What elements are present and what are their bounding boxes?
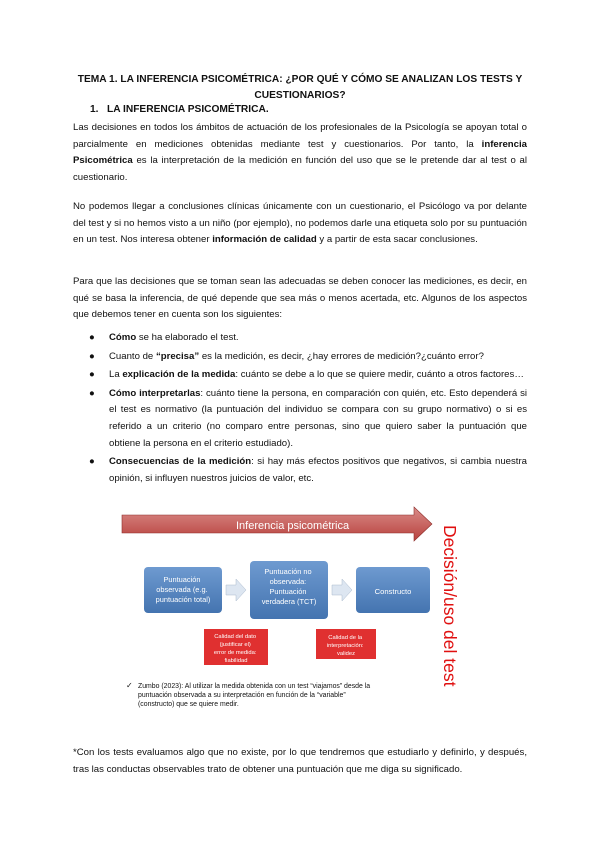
svg-text:Calidad del dato (justific: Calidad del dato (justificar el) error de medida: fiabilidad	[213, 634, 257, 664]
list-item: ● Cómo interpretarlas: cuánto tiene la persona, en comparación con quién, etc. Esto dependerá si el test es normativo (la puntuación del individuo se compara con su grupo normativo) o si es referido a un criterio (no comparo entre personas, sino que quiero saber la puntuación que obtiene la persona en el criterio estudiado).	[89, 387, 527, 449]
list-item: ● Consecuencias de la medición: si hay más efectos positivos que negativos, si cambia nuestra opinión, si influyen nuestros juicios de valor, etc.	[89, 456, 527, 484]
arrow-label: Inferencia psicométrica	[236, 520, 350, 532]
aspects-list	[73, 330, 527, 489]
list-item: ● Cuanto de “precisa” es la medición, es decir, ¿hay errores de medición?¿cuánto error?	[89, 350, 484, 362]
svg-text:Calidad de la interpretaci: Calidad de la interpretación: validez	[326, 635, 364, 657]
inference-diagram	[118, 505, 460, 720]
paragraph-2: No podemos llegar a conclusiones clínicas únicamente con un cuestionario, el Psicólogo va por delante del test y si no hemos visto a un niño (por ejemplo), no podemos darle una etiqueta solo por su puntuación en un test. Nos interesa obtener información de calidad y a partir de esta sacar conclusiones.	[73, 201, 527, 246]
page-title: TEMA 1. LA INFERENCIA PSICOMÉTRICA: ¿POR QUÉ Y CÓMO SE ANALIZAN LOS TESTS Y CUESTIONARIOS?	[77, 74, 523, 101]
list-item: ● Cómo se ha elaborado el test.	[89, 332, 239, 343]
list-item: ● La explicación de la medida: cuánto se debe a lo que se quiere medir, cuánto a otros factores…	[89, 369, 524, 381]
svg-text:Puntuación observada (e.g.: Puntuación observada (e.g. puntuación total)	[155, 575, 211, 604]
connector-arrow	[226, 579, 246, 601]
paragraph-1: Las decisiones en todos los ámbitos de actuación de los profesionales de la Psicología se apoyan total o parcialmente en mediciones obtenidas mediante test y cuestionarios. Por tanto, la inferencia Psicométrica es la interpretación de la medición en función del uso que se le pretende dar al test o al cuestionario.	[73, 122, 527, 183]
svg-text:Puntuación no observada:: Puntuación no observada: Puntuación verdadera (TCT)	[261, 567, 317, 606]
section-heading: 1. LA INFERENCIA PSICOMÉTRICA.	[90, 104, 269, 115]
decision-label: Decisión/uso del test	[440, 525, 460, 687]
paragraph-3: Para que las decisiones que se toman sean las adecuadas se deben conocer las mediciones, es decir, en qué se basa la inferencia, de qué depende que sea más o menos acertada, etc. Algunos de los aspectos que debemos tener en cuenta son los siguientes:	[73, 276, 527, 321]
check-icon: ✓	[126, 681, 133, 690]
footnote: *Con los tests evaluamos algo que no existe, por lo que tendremos que estudiarlo y definirlo, y después, tras las conductas observables trato de obtener una puntuación que me diga su significado.	[73, 747, 527, 775]
diagram-note: Zumbo (2023): Al utilizar la medida obtenida con un test “viajamos” desde la puntuación observada a su interpretación en función de la “variable” (constructo) que se quiere medir.	[138, 683, 371, 708]
connector-arrow	[332, 579, 352, 601]
construct-label: Constructo	[374, 587, 412, 596]
